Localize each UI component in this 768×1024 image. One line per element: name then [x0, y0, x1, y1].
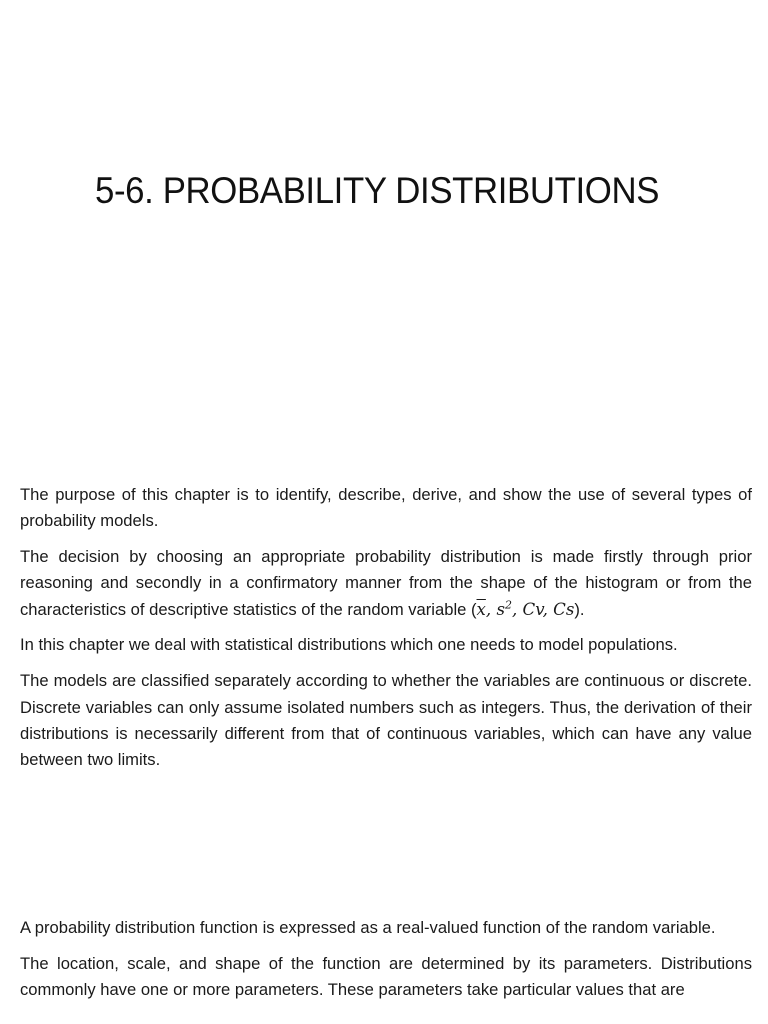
paragraph-function: A probability distribution function is expressed as a real-valued function of the random variable. — [20, 918, 716, 937]
paragraph-parameters: The location, scale, and shape of the function are determined by its parameters. Distributions commonly have one or more parameters. These parameters take particular values that are — [20, 953, 752, 1000]
math-s: s — [496, 599, 505, 619]
paragraph-populations: In this chapter we deal with statistical distributions which one needs to model populations. — [20, 635, 678, 655]
math-s-exponent: 2 — [504, 598, 512, 612]
paragraph-decision — [20, 544, 752, 623]
math-rest: , Cv, Cs — [511, 599, 575, 619]
page-title: 5-6. PROBABILITY DISTRIBUTIONS — [95, 170, 660, 211]
paragraph-purpose: The purpose of this chapter is to identify, describe, derive, and show the use of several types of probability models. — [20, 485, 752, 531]
body-section-1 — [20, 482, 752, 783]
math-statistics — [477, 600, 575, 619]
paragraph-decision-text: The decision by choosing an appropriate probability distribution is made firstly through prior reasoning and secondly in a confirmatory manner from the shape of the histogram or from the characteristics of descriptive statistics of the random variable ( — [20, 547, 752, 619]
paragraph-models: The models are classified separately according to whether the variables are continuous or discrete. Discrete variables can only assume isolated numbers such as integers. Thus, the derivation of their distributions is necessarily different from that of continuous variables, which can have any value between two limits. — [20, 671, 752, 770]
math-comma: , — [485, 599, 497, 619]
math-xbar: $\overline{x}$ — [476, 599, 486, 619]
math-close: ). — [574, 599, 585, 619]
body-section-2 — [20, 915, 752, 1013]
